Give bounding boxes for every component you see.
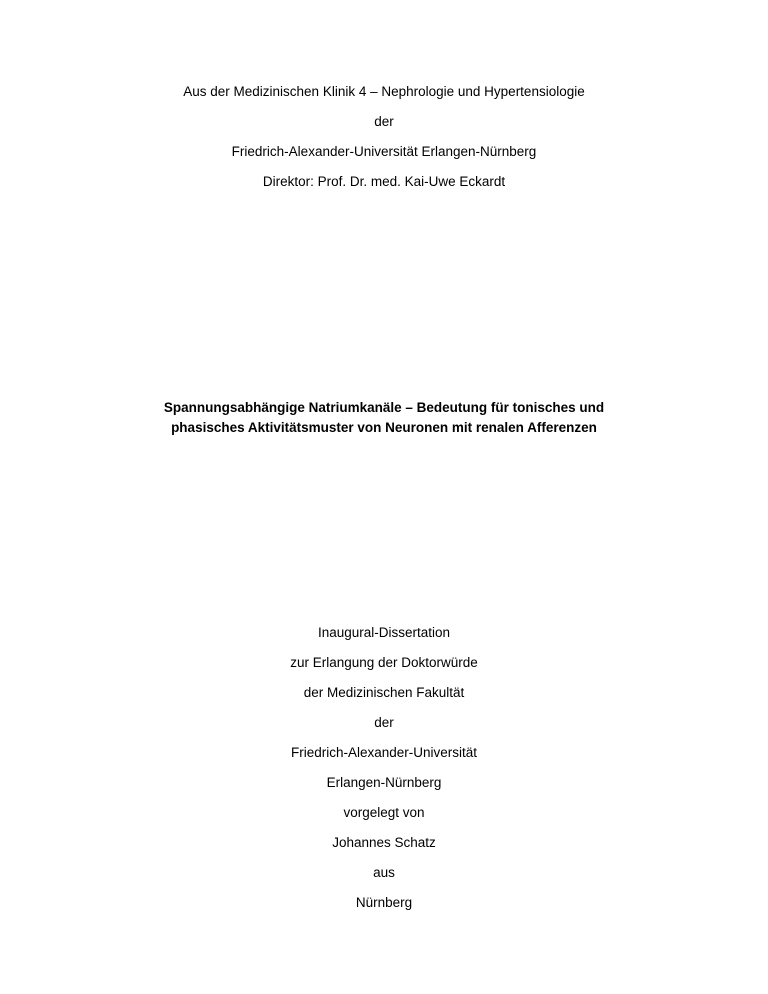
dissertation-purpose: zur Erlangung der Doktorwürde: [290, 655, 478, 670]
dissertation-title: [0, 398, 768, 438]
director-line: Direktor: Prof. Dr. med. Kai-Uwe Eckardt: [262, 174, 506, 189]
from-line: aus: [373, 865, 395, 880]
der-line: der: [374, 114, 394, 129]
presented-by-line: vorgelegt von: [343, 805, 425, 820]
clinic-line: Aus der Medizinischen Klinik 4 – Nephrologie und Hypertensiologie: [183, 84, 585, 99]
title-line-1: Spannungsabhängige Natriumkanäle – Bedeutung für tonisches und: [163, 400, 605, 415]
dissertation-type: Inaugural-Dissertation: [317, 625, 451, 640]
hometown-line: Nürnberg: [355, 895, 413, 910]
university-name: Friedrich-Alexander-Universität: [290, 745, 478, 760]
faculty-line: der Medizinischen Fakultät: [303, 685, 465, 700]
title-line-2: phasisches Aktivitätsmuster von Neuronen mit renalen Afferenzen: [171, 420, 597, 435]
university-line: Friedrich-Alexander-Universität Erlangen-Nürnberg: [231, 144, 537, 159]
city-line: Erlangen-Nürnberg: [326, 775, 442, 790]
der-line-2: der: [374, 715, 394, 730]
author-name: Johannes Schatz: [332, 835, 436, 850]
